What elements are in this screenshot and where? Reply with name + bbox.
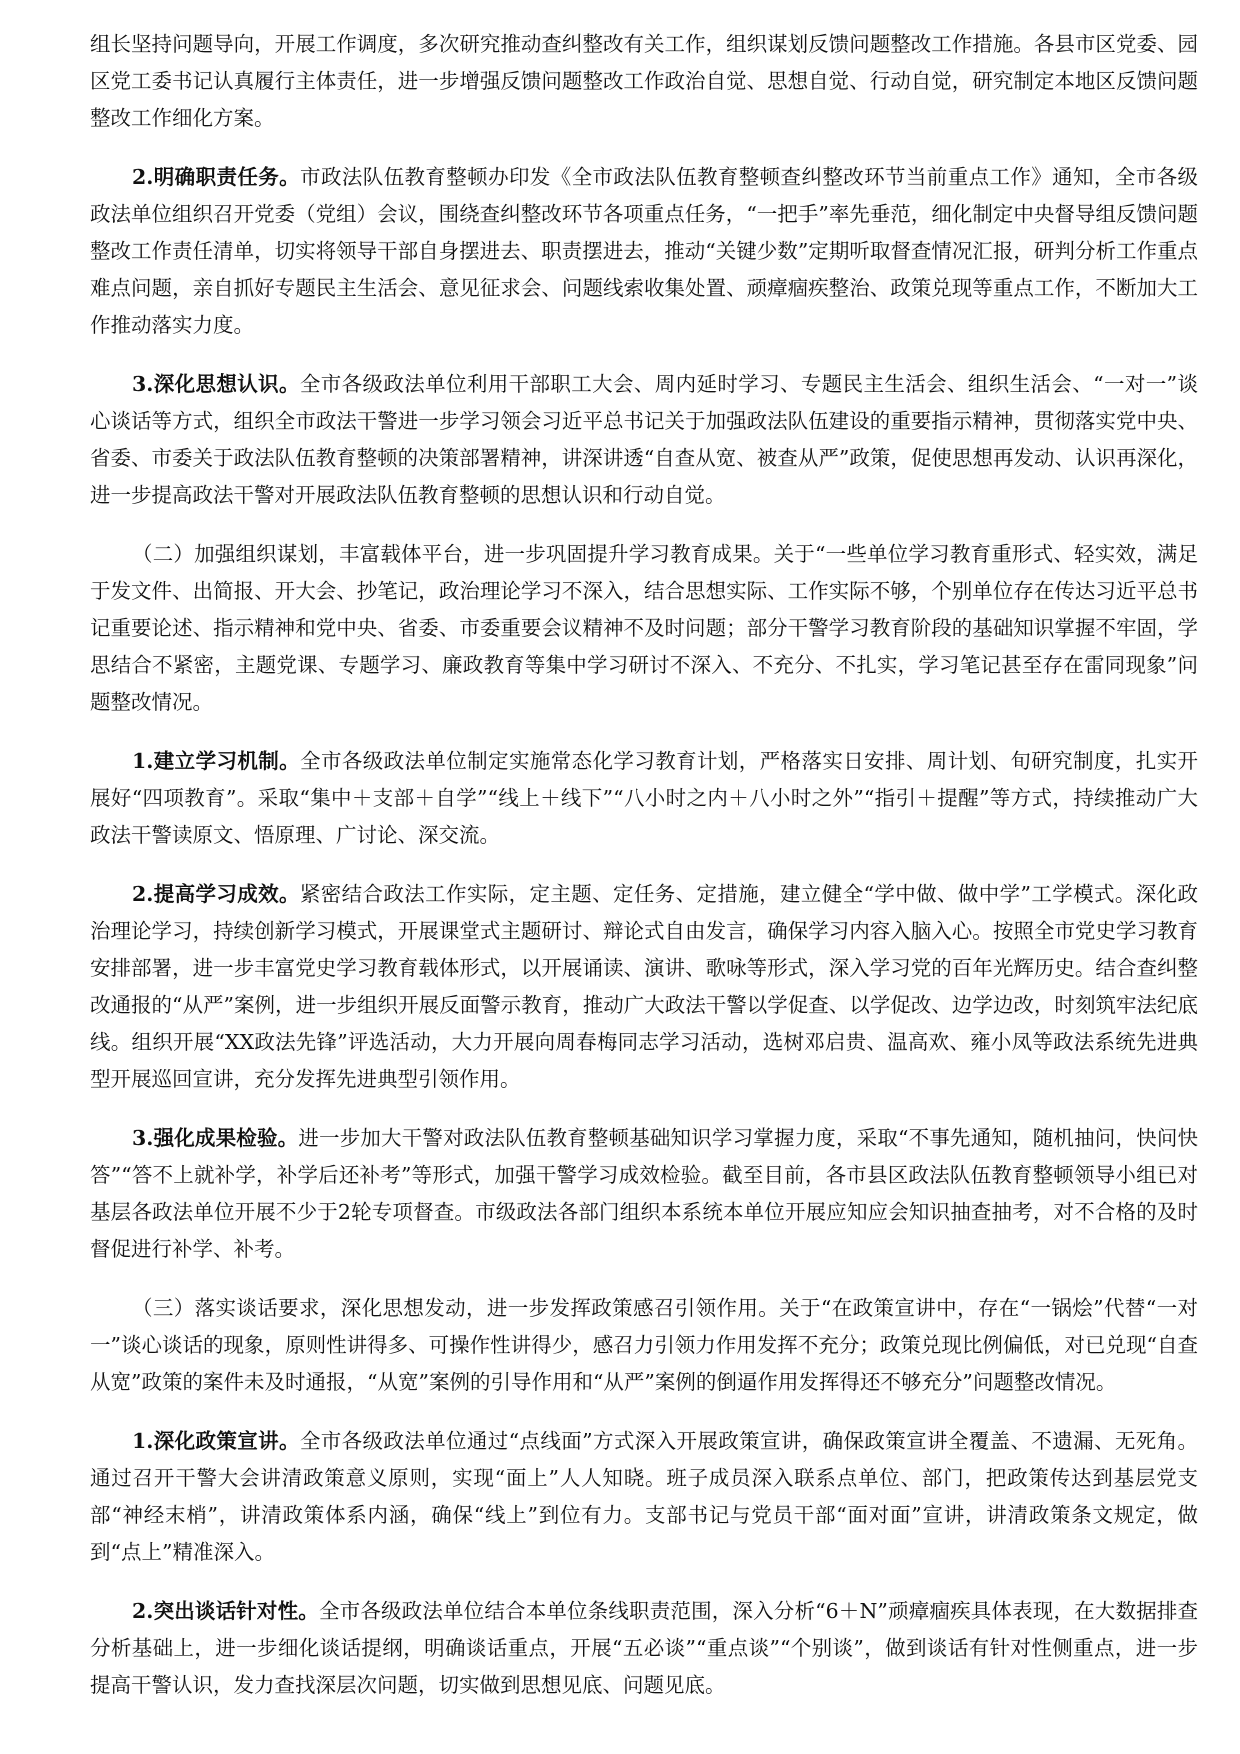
paragraph-heading: 3.深化思想认识。	[132, 372, 300, 396]
paragraph-text: 进一步加大干警对政法队伍教育整顿基础知识学习掌握力度，采取“不事先通知，随机抽问，快问快答”“答不上就补学，补学后还补考”等形式，加强干警学习成效检验。截至目前，各市县区政法队伍教育整顿领导小组已对基层各政法单位开展不少于2轮专项督查。市级政法各部门组织本系统本单位开展应知应会知识抽查抽考，对不合格的及时督促进行补学、补考。	[90, 1126, 1199, 1261]
paragraph-text: 组长坚持问题导向，开展工作调度，多次研究推动查纠整改有关工作，组织谋划反馈问题整改工作措施。各县市区党委、园区党工委书记认真履行主体责任，进一步增强反馈问题整改工作政治自觉、思想自觉、行动自觉，研究制定本地区反馈问题整改工作细化方案。	[90, 32, 1198, 130]
paragraph-heading: 2.提高学习成效。	[132, 882, 300, 906]
paragraph-continuation	[90, 26, 1198, 137]
paragraph-text: 全市各级政法单位制定实施常态化学习教育计划，严格落实日安排、周计划、旬研究制度，扎实开展好“四项教育”。采取“集中＋支部＋自学”“线上＋线下”“八小时之内＋八小时之外”“指引＋提醒”等方式，持续推动广大政法干警读原文、悟原理、广讨论、深交流。	[90, 749, 1199, 847]
paragraph-policy-preaching	[90, 1423, 1198, 1571]
paragraph-heading: 2.突出谈话针对性。	[132, 1599, 319, 1623]
document-page	[90, 26, 1198, 1726]
section-heading-three	[90, 1290, 1198, 1401]
paragraph-text: 紧密结合政法工作实际，定主题、定任务、定措施，建立健全“学中做、做中学”工学模式。深化政治理论学习，持续创新学习模式，开展课堂式主题研讨、辩论式自由发言，确保学习内容入脑入心。按照全市党史学习教育安排部署，进一步丰富党史学习教育载体形式，以开展诵读、演讲、歌咏等形式，深入学习党的百年光辉历史。结合查纠整改通报的“从严”案例，进一步组织开展反面警示教育，推动广大政法干警以学促查、以学促改、边学边改，时刻筑牢法纪底线。组织开展“XX政法先锋”评选活动，大力开展向周春梅同志学习活动，选树邓启贵、温高欢、雍小凤等政法系统先进典型开展巡回宣讲，充分发挥先进典型引领作用。	[90, 882, 1198, 1091]
paragraph-text: 全市各级政法单位结合本单位条线职责范围，深入分析“6＋N”顽瘴痼疾具体表现，在大数据排查分析基础上，进一步细化谈话提纲，明确谈话重点，开展“五必谈”“重点谈”“个别谈”，做到谈话有针对性侧重点，进一步提高干警认识，发力查找深层次问题，切实做到思想见底、问题见底。	[90, 1599, 1198, 1697]
paragraph-text: （二）加强组织谋划，丰富载体平台，进一步巩固提升学习教育成果。关于“一些单位学习教育重形式、轻实效，满足于发文件、出简报、开大会、抄笔记，政治理论学习不深入，结合思想实际、工作实际不够，个别单位存在传达习近平总书记重要论述、指示精神和党中央、省委、市委重要会议精神不及时问题；部分干警学习教育阶段的基础知识掌握不牢固，学思结合不紧密，主题党课、专题学习、廉政教育等集中学习研讨不深入、不充分、不扎实，学习笔记甚至存在雷同现象”问题整改情况。	[90, 542, 1198, 714]
paragraph-heading: 2.明确职责任务。	[132, 165, 301, 189]
paragraph-talk-targeting	[90, 1593, 1198, 1704]
section-heading-two	[90, 536, 1198, 721]
paragraph-learning-mechanism	[90, 743, 1198, 854]
paragraph-result-check	[90, 1120, 1198, 1268]
paragraph-clarify-duties	[90, 159, 1198, 344]
paragraph-heading: 1.深化政策宣讲。	[132, 1429, 300, 1453]
paragraph-text: 全市各级政法单位通过“点线面”方式深入开展政策宣讲，确保政策宣讲全覆盖、不遗漏、无死角。通过召开干警大会讲清政策意义原则，实现“面上”人人知晓。班子成员深入联系点单位、部门，把政策传达到基层党支部“神经末梢”，讲清政策体系内涵，确保“线上”到位有力。支部书记与党员干部“面对面”宣讲，讲清政策条文规定，做到“点上”精准深入。	[90, 1429, 1198, 1564]
paragraph-learning-effect	[90, 876, 1198, 1098]
paragraph-text: 市政法队伍教育整顿办印发《全市政法队伍教育整顿查纠整改环节当前重点工作》通知，全市各级政法单位组织召开党委（党组）会议，围绕查纠整改环节各项重点任务，“一把手”率先垂范，细化制定中央督导组反馈问题整改工作责任清单，切实将领导干部自身摆进去、职责摆进去，推动“关键少数”定期听取督查情况汇报，研判分析工作重点难点问题，亲自抓好专题民主生活会、意见征求会、问题线索收集处置、顽瘴痼疾整治、政策兑现等重点工作，不断加大工作推动落实力度。	[90, 165, 1199, 337]
paragraph-heading: 1.建立学习机制。	[132, 749, 301, 773]
paragraph-text: （三）落实谈话要求，深化思想发动，进一步发挥政策感召引领作用。关于“在政策宣讲中，存在“一锅烩”代替“一对一”谈心谈话的现象，原则性讲得多、可操作性讲得少，感召力引领力作用发挥不充分；政策兑现比例偏低，对已兑现“自查从宽”政策的案件未及时通报，“从宽”案例的引导作用和“从严”案例的倒逼作用发挥得还不够充分”问题整改情况。	[90, 1296, 1198, 1394]
paragraph-text: 全市各级政法单位利用干部职工大会、周内延时学习、专题民主生活会、组织生活会、“一对一”谈心谈话等方式，组织全市政法干警进一步学习领会习近平总书记关于加强政法队伍建设的重要指示精神，贯彻落实党中央、省委、市委关于政法队伍教育整顿的决策部署精神，讲深讲透“自查从宽、被查从严”政策，促使思想再发动、认识再深化，进一步提高政法干警对开展政法队伍教育整顿的思想认识和行动自觉。	[90, 372, 1198, 507]
paragraph-deepen-understanding	[90, 366, 1198, 514]
paragraph-heading: 3.强化成果检验。	[132, 1126, 299, 1150]
